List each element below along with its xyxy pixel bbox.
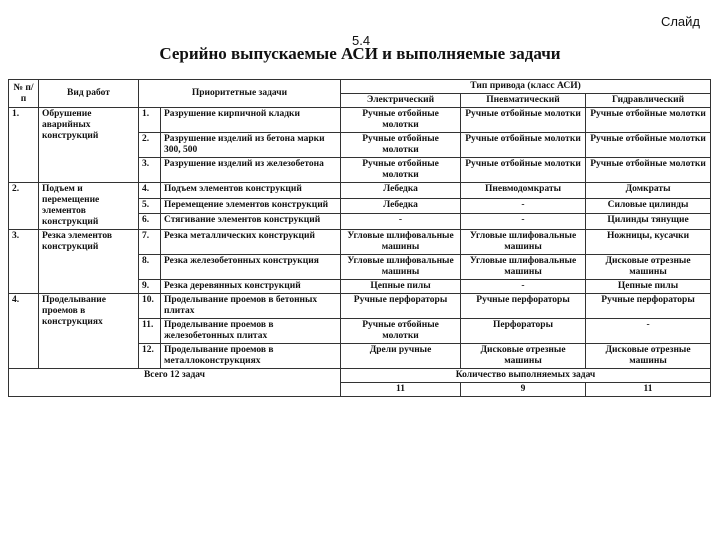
header-priority-tasks: Приоритетные задачи <box>139 80 341 108</box>
work-type: Обрушение аварийных конструкций <box>39 108 139 183</box>
task-number: 7. <box>139 230 161 255</box>
pneumatic-count: 9 <box>461 383 586 397</box>
task-number: 9. <box>139 280 161 294</box>
task-name: Разрушение изделий из бетона марки 300, 500 <box>161 133 341 158</box>
pneumatic-tool: - <box>461 214 586 230</box>
work-type: Резка элементов конструкций <box>39 230 139 294</box>
pneumatic-tool: Угловые шлифовальные машины <box>461 255 586 280</box>
work-type: Проделывание проемов в конструкциях <box>39 294 139 369</box>
header-hydraulic: Гидравлический <box>586 94 711 108</box>
task-name: Перемещение элементов конструкций <box>161 198 341 214</box>
electric-tool: - <box>341 214 461 230</box>
hydraulic-tool: Ручные отбойные молотки <box>586 133 711 158</box>
hydraulic-tool: Ручные перфораторы <box>586 294 711 319</box>
hydraulic-tool: - <box>586 319 711 344</box>
task-name: Разрушение изделий из железобетона <box>161 158 341 183</box>
pneumatic-tool: - <box>461 198 586 214</box>
task-name: Проделывание проемов в металлоконструкциях <box>161 344 341 369</box>
header-work-type: Вид работ <box>39 80 139 108</box>
electric-tool: Ручные отбойные молотки <box>341 133 461 158</box>
header-num: № п/п <box>9 80 39 108</box>
electric-tool: Лебедка <box>341 183 461 199</box>
hydraulic-tool: Дисковые отрезные машины <box>586 255 711 280</box>
group-number: 4. <box>9 294 39 369</box>
pneumatic-tool: Ручные отбойные молотки <box>461 108 586 133</box>
pneumatic-tool: - <box>461 280 586 294</box>
pneumatic-tool: Ручные перфораторы <box>461 294 586 319</box>
electric-tool: Ручные отбойные молотки <box>341 158 461 183</box>
task-number: 5. <box>139 198 161 214</box>
task-number: 10. <box>139 294 161 319</box>
group-number: 3. <box>9 230 39 294</box>
pneumatic-tool: Дисковые отрезные машины <box>461 344 586 369</box>
task-number: 8. <box>139 255 161 280</box>
task-name: Стягивание элементов конструкций <box>161 214 341 230</box>
pneumatic-tool: Ручные отбойные молотки <box>461 133 586 158</box>
task-name: Резка железобетонных конструкция <box>161 255 341 280</box>
header-drive-type: Тип привода (класс АСИ) <box>341 80 711 94</box>
total-tasks: Всего 12 задач <box>9 369 341 397</box>
hydraulic-tool: Ручные отбойные молотки <box>586 158 711 183</box>
electric-tool: Ручные отбойные молотки <box>341 108 461 133</box>
hydraulic-tool: Домкраты <box>586 183 711 199</box>
task-name: Разрушение кирпичной кладки <box>161 108 341 133</box>
task-number: 1. <box>139 108 161 133</box>
electric-tool: Угловые шлифовальные машины <box>341 255 461 280</box>
group-number: 1. <box>9 108 39 183</box>
table-row <box>9 230 711 255</box>
slide-label: Слайд <box>660 14 700 29</box>
task-name: Подъем элементов конструкций <box>161 183 341 199</box>
header-row <box>9 80 711 94</box>
task-name: Проделывание проемов в железобетонных плитах <box>161 319 341 344</box>
pneumatic-tool: Перфораторы <box>461 319 586 344</box>
electric-tool: Угловые шлифовальные машины <box>341 230 461 255</box>
header-pneumatic: Пневматический <box>461 94 586 108</box>
pneumatic-tool: Угловые шлифовальные машины <box>461 230 586 255</box>
page-title: Серийно выпускаемые АСИ и выполняемые задачи <box>159 44 561 63</box>
table-row <box>9 108 711 133</box>
task-number: 12. <box>139 344 161 369</box>
task-number: 11. <box>139 319 161 344</box>
work-type: Подъем и перемещение элементов конструкций <box>39 183 139 230</box>
electric-tool: Цепные пилы <box>341 280 461 294</box>
tasks-table <box>8 79 711 397</box>
electric-tool: Ручные отбойные молотки <box>341 319 461 344</box>
table-row <box>9 294 711 319</box>
hydraulic-count: 11 <box>586 383 711 397</box>
hydraulic-tool: Силовые цилинды <box>586 198 711 214</box>
hydraulic-tool: Цилинды тянущие <box>586 214 711 230</box>
tasks-count-label: Количество выполняемых задач <box>341 369 711 383</box>
task-name: Проделывание проемов в бетонных плитах <box>161 294 341 319</box>
task-number: 2. <box>139 133 161 158</box>
footer-row <box>9 369 711 383</box>
pneumatic-tool: Пневмодомкраты <box>461 183 586 199</box>
electric-tool: Ручные перфораторы <box>341 294 461 319</box>
hydraulic-tool: Ножницы, кусачки <box>586 230 711 255</box>
group-number: 2. <box>9 183 39 230</box>
task-number: 3. <box>139 158 161 183</box>
task-name: Резка металлических конструкций <box>161 230 341 255</box>
header-electric: Электрический <box>341 94 461 108</box>
hydraulic-tool: Ручные отбойные молотки <box>586 108 711 133</box>
electric-count: 11 <box>341 383 461 397</box>
task-number: 4. <box>139 183 161 199</box>
task-number: 6. <box>139 214 161 230</box>
pneumatic-tool: Ручные отбойные молотки <box>461 158 586 183</box>
electric-tool: Дрели ручные <box>341 344 461 369</box>
hydraulic-tool: Цепные пилы <box>586 280 711 294</box>
electric-tool: Лебедка <box>341 198 461 214</box>
task-name: Резка деревянных конструкций <box>161 280 341 294</box>
hydraulic-tool: Дисковые отрезные машины <box>586 344 711 369</box>
slide-number: 5.4 <box>352 33 371 48</box>
table-row <box>9 183 711 199</box>
